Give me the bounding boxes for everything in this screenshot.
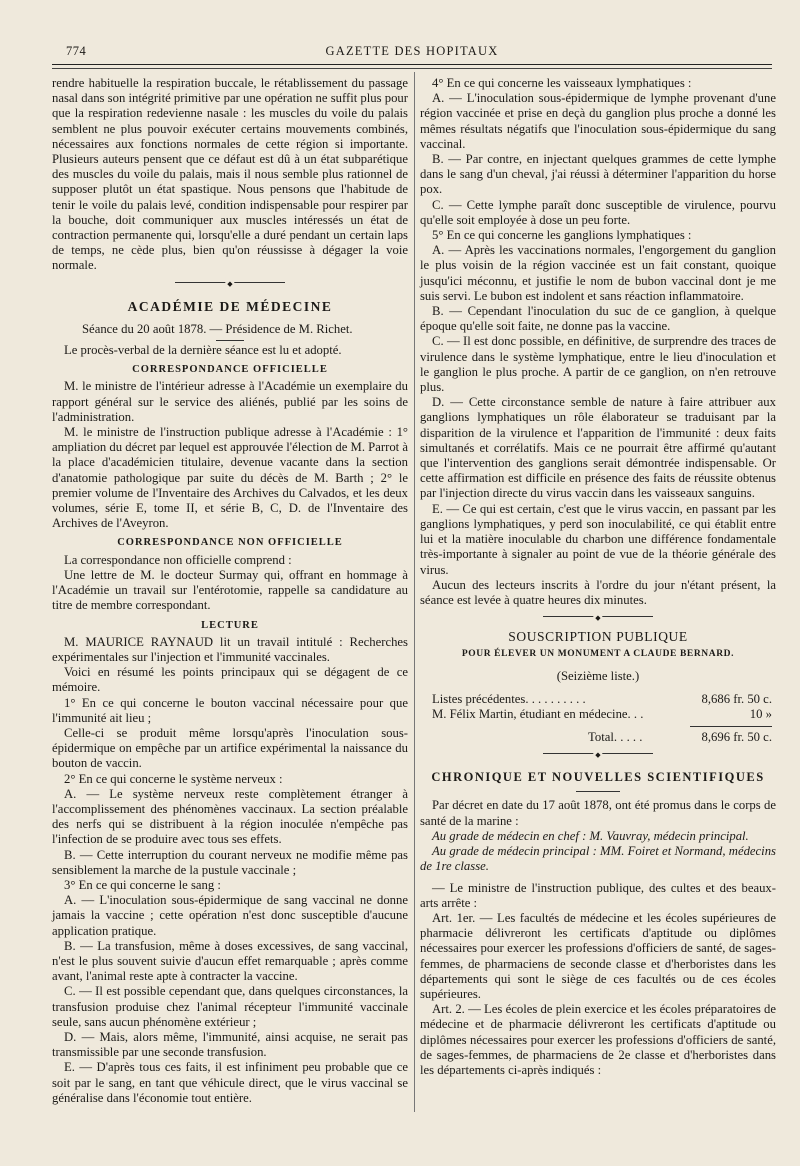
- point-5-d: D. — Cette circonstance semble de nature à faire attribuer aux ganglions lymphatiques un rôle élaborateur se traduisant par la disparition de la virulence et l'apparition de l'immunité : deux faits simultanés et corrélatifs. Mais ce ne pourrait être affirmé qu'autant que l'intervention des ganglions serait démontrée indispensable. Or cette affirmation est difficile en présence des faits de réussite obtenus par l'injection directe du virus vaccin dans les vaisseaux sanguins.: [420, 395, 776, 501]
- chronicle-paragraph-2: Au grade de médecin en chef : M. Vauvray, médecin principal.: [432, 828, 749, 843]
- right-column: [420, 76, 776, 1078]
- journal-title: GAZETTE DES HOPITAUX: [325, 44, 499, 58]
- column-separator: [414, 72, 415, 1112]
- point-4-c: C. — Cette lymphe paraît donc susceptible de virulence, pourvu qu'elle soit employée à dose un peu forte.: [420, 197, 776, 227]
- corr-non-paragraph-2: Une lettre de M. le docteur Surmay qui, offrant en hommage à l'Académie un travail sur l'entérotomie, rappelle sa candidature au titre de membre correspondant.: [52, 567, 408, 613]
- page-number: 774: [66, 44, 87, 58]
- total-rule: [690, 726, 772, 727]
- ledger-row: [420, 707, 776, 722]
- subscription-heading: SOUSCRIPTION PUBLIQUE: [508, 629, 688, 645]
- point-3-c: C. — Il est possible cependant que, dans quelques circonstances, la transfusion produise chez l'animal récepteur l'immunité vaccinale seule, sans aucun phénomène extérieur ;: [52, 984, 408, 1029]
- point-5-b: B. — Cependant l'inoculation du suc de ce ganglion, à quelque époque qu'elle soit faite, ne donne pas la vaccine.: [420, 304, 776, 334]
- point-1-detail: Celle-ci se produit même lorsqu'après l'inoculation sous-épidermique on empêche par un artifice expérimental la naissance du bouton de vaccin.: [52, 725, 408, 771]
- lecture-paragraph-1: M. MAURICE RAYNAUD lit un travail intitulé : Recherches expérimentales sur l'injection et l'immunité vaccinales.: [52, 634, 408, 664]
- point-4-a: A. — L'inoculation sous-épidermique de lymphe provenant d'une région vaccinée et prise en deçà du ganglion plus proche a donné les mêmes résultats négatifs que l'inoculation sous-épidermique du sang vaccinal.: [420, 91, 776, 151]
- chronicle-paragraph-4: — Le ministre de l'instruction publique, des cultes et des beaux-arts arrête :: [420, 880, 776, 910]
- total-amount: 8,696 fr. 50 c.: [701, 730, 772, 745]
- corr-officielle-heading: CORRESPONDANCE OFFICIELLE: [132, 364, 328, 376]
- point-2: 2° En ce qui concerne le système nerveux :: [64, 771, 283, 786]
- seance-levee: Aucun des lecteurs inscrits à l'ordre du jour n'étant présent, la séance est levée à quatre heures dix minutes.: [420, 577, 776, 607]
- corr-off-paragraph-1: M. le ministre de l'intérieur adresse à l'Académie un exemplaire du rapport général sur le service des aliénés, publié par les soins de l'administration.: [52, 379, 408, 424]
- ornament-diamond-icon: ◆: [225, 277, 234, 292]
- point-3-d: D. — Mais, alors même, l'immunité, ainsi acquise, ne serait pas transmissible par une seconde transfusion.: [52, 1029, 408, 1060]
- subscription-subheading: POUR ÉLEVER UN MONUMENT A CLAUDE BERNARD.: [461, 649, 735, 660]
- point-2-b: B. — Cette interruption du courant nerveux ne modifie même pas sensiblement la marche de la pustule vaccinale ;: [52, 847, 408, 877]
- point-3: 3° En ce qui concerne le sang :: [64, 877, 221, 892]
- header-rule: [52, 64, 772, 65]
- chronicle-paragraph-3: Au grade de médecin principal : MM. Foiret et Normand, médecins de 1re classe.: [420, 844, 776, 874]
- corr-non-officielle-heading: CORRESPONDANCE NON OFFICIELLE: [117, 537, 343, 549]
- point-2-a: A. — Le système nerveux reste complètement étranger à l'accomplissement des phénomènes vaccinaux. La section préalable des nerfs qui se distribuent à la région inoculée n'empêche pas l'infection de se produire avec tous ses effets.: [52, 786, 408, 847]
- seance-line: Séance du 20 août 1878. — Présidence de M. Richet.: [82, 321, 353, 336]
- total-label: Total. . . . .: [588, 730, 643, 745]
- page-header: [52, 44, 772, 62]
- point-3-e: E. — D'après tous ces faits, il est infiniment peu probable que ce soit par le sang, en tant que véhicule direct, que le virus vaccinal se généralise dans l'économie tout entière.: [52, 1060, 408, 1105]
- point-5-c: C. — Il est donc possible, en définitive, de surprendre des traces de virulence dans le système lymphatique, entre le lieu d'inoculation et le ganglion le plus proche. A partir de ce ganglion, on n'en retrouve plus.: [420, 334, 776, 395]
- chronicle-article-1: Art. 1er. — Les facultés de médecine et les écoles supérieures de pharmacie délivreront les certificats d'aptitude ou diplômes nécessaires pour exercer les professions d'officiers de santé, de sages-femmes, de pharmaciens de seconde classe et d'herboristes dans les départements qui sont le siège de ces facultés ou de ces écoles supérieures.: [420, 910, 776, 1001]
- short-rule: [216, 340, 244, 341]
- ledger-total-row: [420, 730, 776, 745]
- ornament-diamond-icon: ◆: [593, 748, 602, 763]
- point-3-a: A. — L'inoculation sous-épidermique de sang vaccinal ne donne jamais la vaccine ; cette opération n'est donc susceptible d'aucune application pratique.: [52, 893, 408, 938]
- corr-non-paragraph-1: La correspondance non officielle comprend :: [64, 552, 292, 567]
- ledger-row: [420, 692, 776, 707]
- point-5-a: A. — Après les vaccinations normales, l'engorgement du ganglion le plus voisin de la région vaccinée est un fait constant, quoique jusqu'ici méconnu, et justifie le nom de bubon vaccinal dont je me suis servi. Le bubon est indolent et sans réaction inflammatoire.: [420, 243, 776, 303]
- subscription-list-number: (Seizième liste.): [556, 668, 640, 683]
- corr-off-paragraph-2: M. le ministre de l'instruction publique adresse à l'Académie : 1° ampliation du décret par lequel est approuvée l'élection de M. Parrot à la place d'académicien titulaire, devenue vacante dans la section d'anatomie pathologique par suite du décès de M. Barth ; 2° le premier volume de l'Inventaire des Archives du Calvados, et les deux volumes, série E, tome II, et série B, C, D. de l'Inventaire des Archives de l'Aveyron.: [52, 425, 408, 531]
- ledger-amount: 10 »: [749, 706, 772, 721]
- point-5: 5° En ce qui concerne les ganglions lymphatiques :: [432, 228, 692, 243]
- ledger-label: Listes précédentes. . . . . . . . . .: [432, 691, 586, 706]
- proces-verbal: Le procès-verbal de la dernière séance est lu et adopté.: [64, 343, 342, 358]
- ornament-divider-3: [543, 753, 653, 758]
- chronicle-heading: CHRONIQUE ET NOUVELLES SCIENTIFIQUES: [431, 770, 765, 785]
- point-4-b: B. — Par contre, en injectant quelques grammes de cette lymphe dans le sang d'un cheval, j'ai réussi à déterminer l'apparition du horse pox.: [420, 152, 776, 197]
- ledger-amount: 8,686 fr. 50 c.: [701, 691, 772, 706]
- lecture-heading: LECTURE: [201, 619, 259, 631]
- academy-heading: ACADÉMIE DE MÉDECINE: [127, 298, 333, 314]
- intro-paragraph: rendre habituelle la respiration buccale, le rétablissement du passage nasal dans son intégrité primitive par une opération ne suffit plus pour que la respiration redevienne nasale : les muscles du voile du palais semblent ne plus pouvoir exécuter certains mouvements combinés, nécessaires aux fonctions normales de cette région si importante. Plusieurs auteurs pensent que ce défaut est dû à un état subparétique des muscles du voile du palais, mais il nous semble plus rationnel de supposer plutôt un état spastique. Nous pensons que l'habitude de tenir le voile du palais levé, condition indispensable pour respirer par la bouche, doit communiquer aux muscles intéressés un état de contraction permanente qui, lorsqu'elle a duré pendant un certain laps de temps, ne cède plus, bien qu'on réussisse à dégager la voie normale.: [52, 76, 408, 273]
- ledger-label: M. Félix Martin, étudiant en médecine. . .: [432, 706, 644, 721]
- point-3-b: B. — La transfusion, même à doses excessives, de sang vaccinal, n'est le plus souvent suivie d'aucun effet remarquable ; après comme avant, l'animal reste apte à contracter la vaccine.: [52, 938, 408, 984]
- left-column: [52, 76, 408, 1106]
- ornament-divider: [175, 279, 285, 288]
- ornament-divider-2: [543, 616, 653, 621]
- lecture-paragraph-2: Voici en résumé les points principaux qui se dégagent de ce mémoire.: [52, 665, 408, 695]
- point-5-e: E. — Ce qui est certain, c'est que le virus vaccin, en passant par les ganglions lymphatiques, y perd son inoculabilité, ce qui établit entre lui et la matière inoculable du charbon une différence fondamentale très-importante à signaler au point de vue de la théorie générale des virus.: [420, 501, 776, 577]
- point-1: 1° En ce qui concerne le bouton vaccinal nécessaire pour que l'immunité ait lieu ;: [52, 695, 408, 725]
- chronicle-article-2: Art. 2. — Les écoles de plein exercice et les écoles préparatoires de médecine et de pharmacie délivreront les certificats d'aptitude ou diplômes nécessaires pour exercer les professions d'officiers de santé, de sages-femmes, de pharmaciens de 2e classe et d'herboristes dans les départements ci-après indiqués :: [420, 1002, 776, 1077]
- ornament-diamond-icon: ◆: [593, 611, 602, 626]
- short-rule: [576, 791, 620, 792]
- chronicle-paragraph-1: Par décret en date du 17 août 1878, ont été promus dans le corps de santé de la marine :: [420, 798, 776, 828]
- point-4: 4° En ce qui concerne les vaisseaux lymphatiques :: [432, 76, 692, 90]
- header-rule-thin: [52, 68, 772, 69]
